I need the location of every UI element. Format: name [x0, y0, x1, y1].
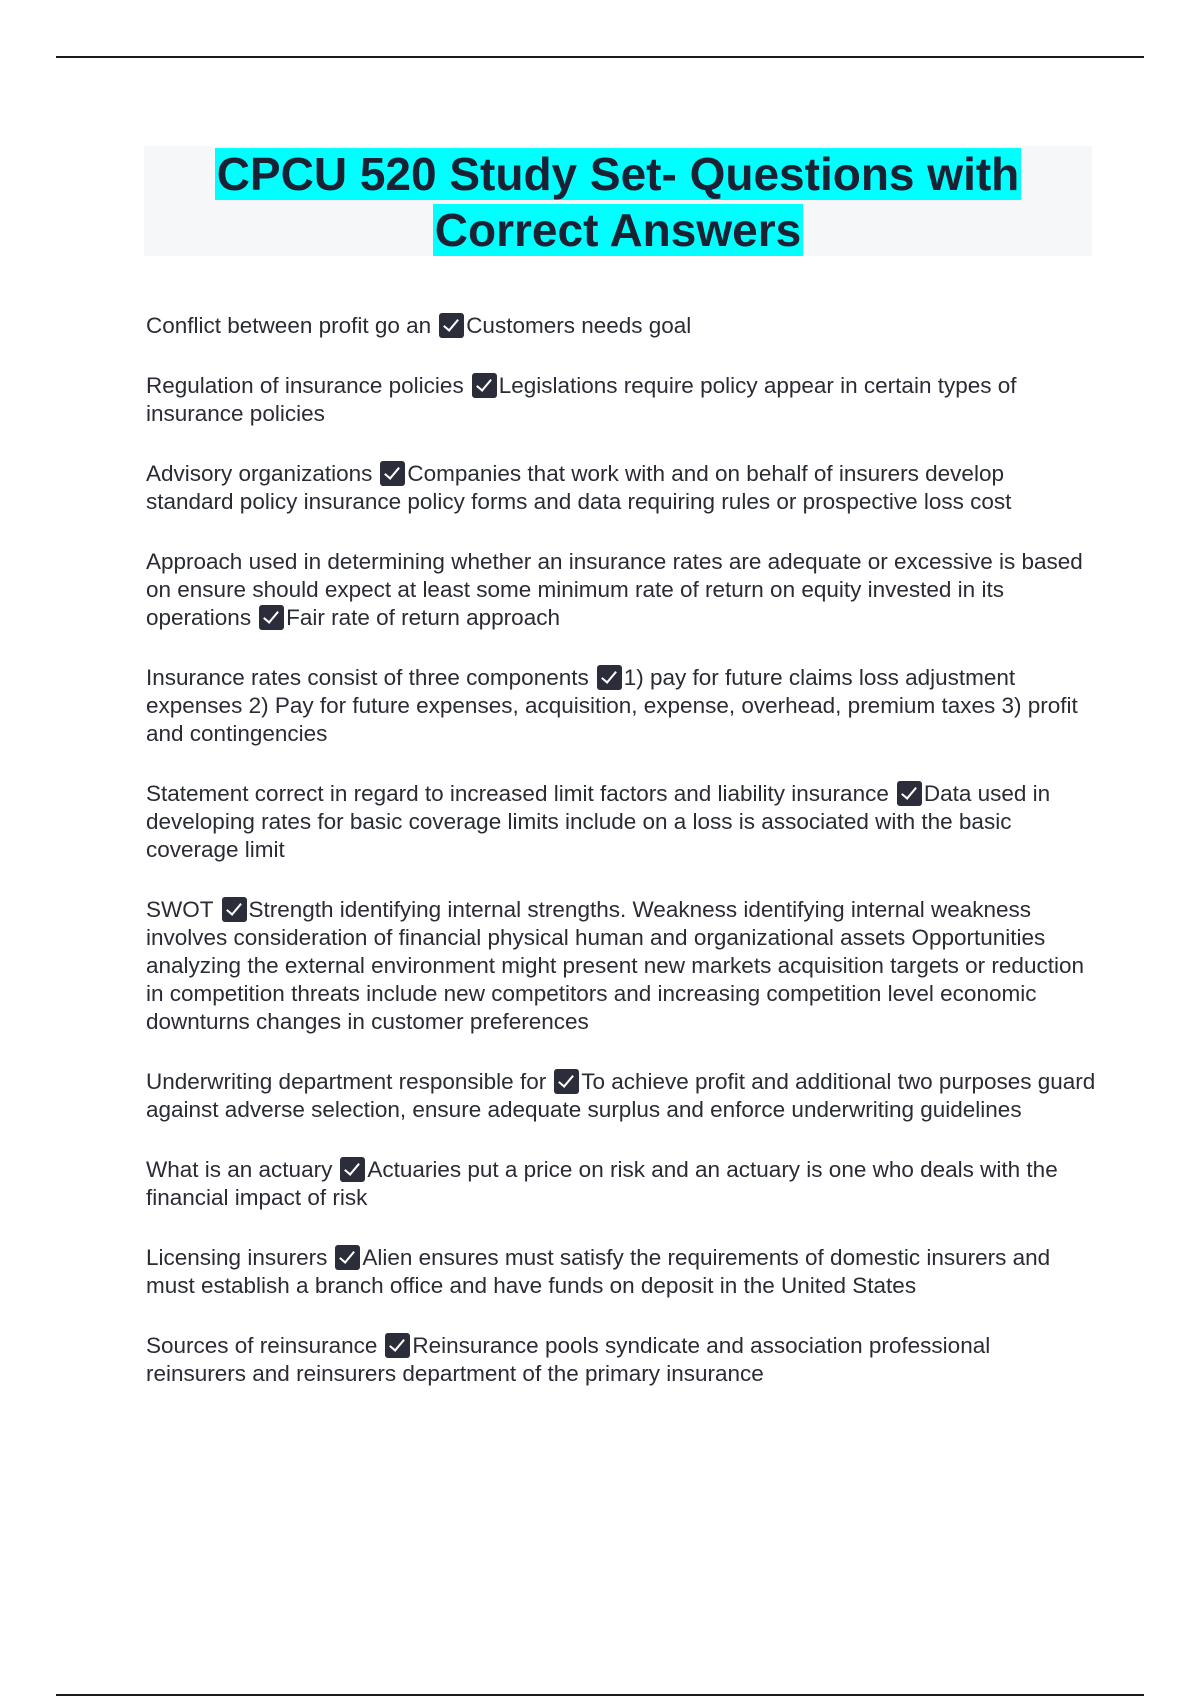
check-icon: [259, 605, 284, 630]
answer-text: Strength identifying internal strengths. Weakness identifying internal weakness involves consideration of financial physical human and organizational assets Opportunities analyzing the external environment might present new markets acquisition targets or reduction in competition threats include new competitors and increasing competition level economic downturns changes in customer preferences: [146, 897, 1084, 1034]
question-text: Licensing insurers: [146, 1245, 328, 1270]
qa-item: [146, 372, 1096, 428]
check-icon: [380, 461, 405, 486]
check-icon: [222, 897, 247, 922]
answer-text: Legislations require policy appear in certain types of insurance policies: [146, 373, 1017, 426]
qa-item: [146, 460, 1096, 516]
check-icon: [554, 1069, 579, 1094]
page-title: [144, 146, 1092, 258]
qa-list: [146, 312, 1096, 1420]
qa-item: [146, 312, 1096, 340]
question-text: Advisory organizations: [146, 461, 373, 486]
question-text: Statement correct in regard to increased limit factors and liability insurance: [146, 781, 889, 806]
check-icon: [335, 1245, 360, 1270]
question-text: Conflict between profit go an: [146, 313, 432, 338]
answer-text: Fair rate of return approach: [286, 605, 560, 630]
top-rule: [56, 56, 1144, 58]
check-icon: [897, 781, 922, 806]
qa-item: [146, 664, 1096, 748]
qa-item: [146, 780, 1096, 864]
qa-item: [146, 1244, 1096, 1300]
question-text: Sources of reinsurance: [146, 1333, 378, 1358]
qa-item: [146, 896, 1096, 1036]
qa-item: [146, 1156, 1096, 1212]
title-line-2: Correct Answers: [434, 204, 802, 256]
check-icon: [597, 665, 622, 690]
qa-item: [146, 548, 1096, 632]
question-text: Regulation of insurance policies: [146, 373, 464, 398]
question-text: Insurance rates consist of three components: [146, 665, 589, 690]
check-icon: [472, 373, 497, 398]
answer-text: To achieve profit and additional two purposes guard against adverse selection, ensure adequate surplus and enforce underwriting guidelines: [146, 1069, 1096, 1122]
answer-text: Customers needs goal: [466, 313, 692, 338]
title-banner: [144, 146, 1092, 256]
check-icon: [340, 1157, 365, 1182]
bottom-rule: [56, 1694, 1144, 1696]
check-icon: [439, 313, 464, 338]
title-line-1: CPCU 520 Study Set- Questions with: [216, 148, 1020, 200]
answer-text: 1) pay for future claims loss adjustment expenses 2) Pay for future expenses, acquisition, expense, overhead, premium taxes 3) profit and contingencies: [146, 665, 1078, 746]
answer-text: Reinsurance pools syndicate and association professional reinsurers and reinsurers department of the primary insurance: [146, 1333, 991, 1386]
answer-text: Companies that work with and on behalf of insurers develop standard policy insurance policy forms and data requiring rules or prospective loss cost: [146, 461, 1012, 514]
answer-text: Actuaries put a price on risk and an actuary is one who deals with the financial impact of risk: [146, 1157, 1058, 1210]
question-text: SWOT: [146, 897, 214, 922]
question-text: Underwriting department responsible for: [146, 1069, 547, 1094]
answer-text: Data used in developing rates for basic coverage limits include on a loss is associated with the basic coverage limit: [146, 781, 1051, 862]
question-text: Approach used in determining whether an insurance rates are adequate or excessive is based on ensure should expect at least some minimum rate of return on equity invested in its operations: [146, 549, 1083, 630]
check-icon: [385, 1333, 410, 1358]
qa-item: [146, 1332, 1096, 1388]
question-text: What is an actuary: [146, 1157, 333, 1182]
qa-item: [146, 1068, 1096, 1124]
answer-text: Alien ensures must satisfy the requirements of domestic insurers and must establish a branch office and have funds on deposit in the United States: [146, 1245, 1051, 1298]
